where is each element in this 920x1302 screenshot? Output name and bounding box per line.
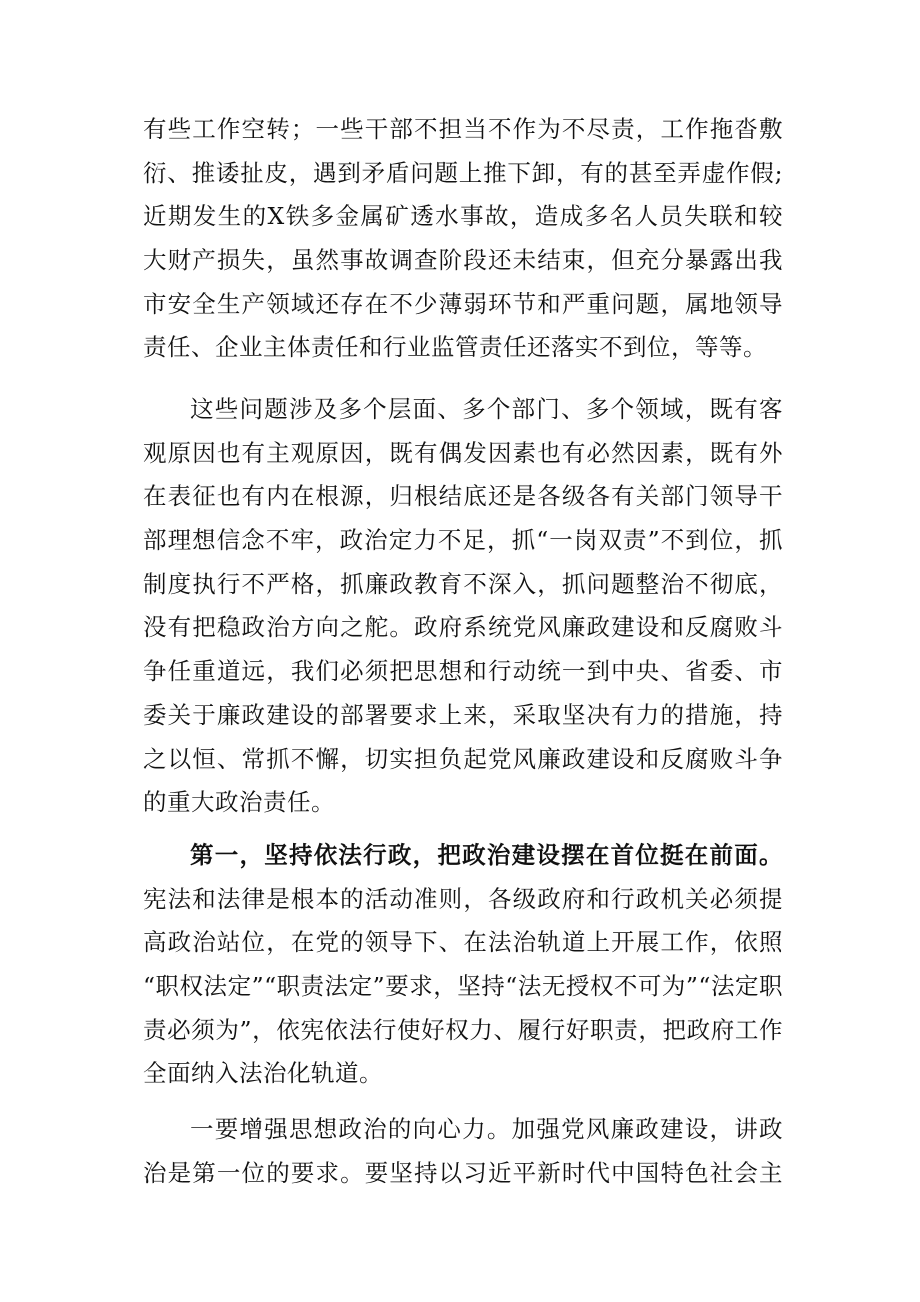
text-line: 在表征也有内在根源，归根结底还是各级各有关部门领导干	[143, 482, 783, 511]
text-line: 宪法和法律是根本的活动准则，各级政府和行政机关必须提	[143, 884, 783, 913]
paragraph-1	[143, 108, 783, 370]
text-line: 衍、推诿扯皮，遇到矛盾问题上推下卸，有的甚至弄虚作假;	[143, 158, 783, 187]
paragraph-4	[143, 1108, 783, 1195]
text-line: 近期发生的X铁多金属矿透水事故，造成多名人员失联和较	[143, 202, 783, 231]
text-line: 全面纳入法治化轨道。	[143, 1059, 383, 1088]
text-line: 制度执行不严格，抓廉政教育不深入，抓问题整治不彻底，	[143, 569, 783, 598]
text-line: 高政治站位，在党的领导下、在法治轨道上开展工作，依照	[143, 928, 783, 957]
text-line: 没有把稳政治方向之舵。政府系统党风廉政建设和反腐败斗	[143, 613, 783, 642]
text-line: 有些工作空转；一些干部不担当不作为不尽责，工作拖沓敷	[143, 115, 783, 143]
paragraph-3	[143, 834, 783, 1096]
text-line: 这些问题涉及多个层面、多个部门、多个领域，既有客	[190, 395, 783, 423]
section-heading: 第一，坚持依法行政，把政治建设摆在首位挺在前面。	[190, 841, 783, 869]
text-line: 责必须为”，依宪依法行使好权力、履行好职责，把政府工作	[143, 1015, 783, 1044]
text-line: 责任、企业主体责任和行业监管责任还落实不到位，等等。	[143, 333, 767, 362]
text-line: 部理想信念不牢，政治定力不足，抓“一岗双责”不到位，抓	[143, 526, 783, 555]
text-line: 大财产损失，虽然事故调查阶段还未结束，但充分暴露出我	[143, 246, 783, 275]
paragraph-2	[143, 388, 783, 825]
text-line: 之以恒、常抓不懈，切实担负起党风廉政建设和反腐败斗争	[143, 744, 783, 773]
text-line: 治是第一位的要求。要坚持以习近平新时代中国特色社会主	[143, 1158, 783, 1187]
text-line: 的重大政治责任。	[143, 788, 335, 817]
text-line: 市安全生产领域还存在不少薄弱环节和严重问题，属地领导	[143, 289, 783, 318]
text-line: 委关于廉政建设的部署要求上来，采取坚决有力的措施，持	[143, 700, 783, 729]
text-line: 观原因也有主观原因，既有偶发因素也有必然因素，既有外	[143, 438, 783, 467]
text-line: 一要增强思想政治的向心力。加强党风廉政建设，讲政	[190, 1115, 783, 1143]
text-line: “职权法定”“职责法定”要求，坚持“法无授权不可为”“法定职	[143, 972, 783, 1001]
text-line: 争任重道远，我们必须把思想和行动统一到中央、省委、市	[143, 657, 783, 686]
